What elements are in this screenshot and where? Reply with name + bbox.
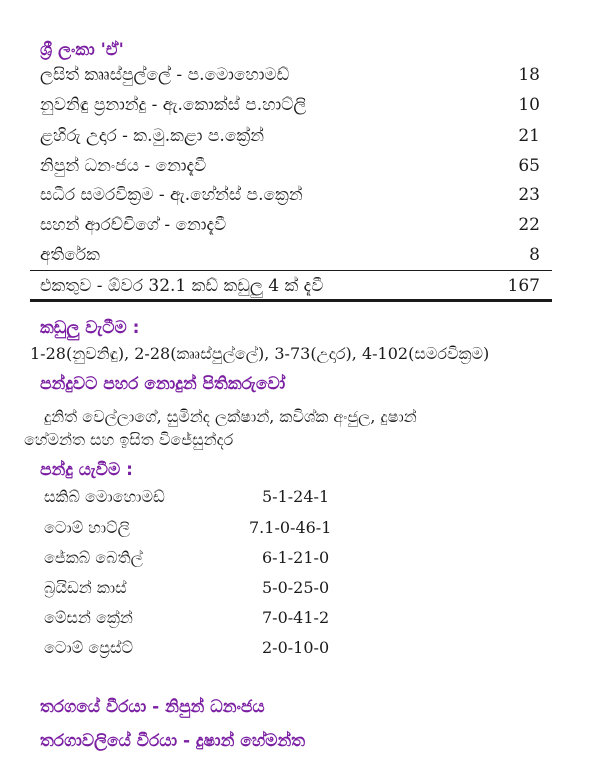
batsman-name: ළහිරු උදාර - ක.මු.කළා ප.ක්‍රේන් xyxy=(40,126,265,146)
fow-title: කඩුලු වැටීම : xyxy=(40,318,140,338)
fow-text: 1-28(නුවනිඳු), 2-28(කෲස්පුල්ලේ), 3-73(උදාර), 4-102(සමරවික්‍රම) xyxy=(30,344,490,363)
bowler-name: සකිබ් මොහොමඩ් xyxy=(44,487,165,506)
dnb-line-1: දුනිත් වෙල්ලාගේ, සුමින්ද ලක්ෂාන්, කවිශ්ක අංජුල, දුෂාන් xyxy=(44,407,417,426)
bowler-name: ටොම් ප්‍රෙස්ට් xyxy=(44,638,133,657)
batting-row xyxy=(40,65,540,89)
bowler-name: ජේකබ් බෙතිල් xyxy=(44,548,143,567)
divider xyxy=(30,270,552,271)
dnb-line-2: හේමන්ත සහ ඉසිත විජේසුන්දර xyxy=(24,430,234,449)
bowler-figures: 7-0-41-2 xyxy=(262,608,330,627)
batsman-runs: 21 xyxy=(518,126,540,146)
batsman-runs: 22 xyxy=(518,215,540,235)
bowler-figures: 5-0-25-0 xyxy=(262,578,330,597)
bowler-figures: 2-0-10-0 xyxy=(262,638,330,657)
batting-row xyxy=(40,95,540,119)
batsman-name: සධීර සමරවික්‍රම - ඇ.හේන්ස් ප.ක්‍රෙන් xyxy=(40,185,303,205)
extras-label: අතිරේක xyxy=(40,245,100,265)
bowler-name: බ්‍රයිඩන් කාස් xyxy=(44,578,127,597)
bowler-figures: 5-1-24-1 xyxy=(262,487,330,506)
batsman-runs: 10 xyxy=(518,95,540,115)
total-label: එකතුව - ඕවර 32.1 කඩ් කඩුලු 4 ක් දැවී xyxy=(40,276,324,296)
batsman-runs: 23 xyxy=(518,185,540,205)
batsman-name: ලසිත් කෲස්පුල්ලේ - ප.මොහොමඩ් xyxy=(40,65,290,85)
batsman-name: නිපුන් ධනංජය - නොදැවී xyxy=(40,156,207,176)
batting-row xyxy=(40,126,540,150)
man-of-the-match: තරගයේ වීරයා - නිපුන් ධනංජය xyxy=(40,697,265,717)
bowling-title: පන්දු යැවීම : xyxy=(40,460,133,480)
batting-row xyxy=(40,215,540,239)
bowler-figures: 6-1-21-0 xyxy=(262,548,330,567)
dnb-title: පන්දුවට පහර නොදුන් පිතිකරුවෝ xyxy=(40,374,286,394)
batsman-runs: 18 xyxy=(518,65,540,85)
batsman-name: නුවනිඳු ප්‍රනාන්දු - ඇ.කොක්ස් ප.හාට්ලි xyxy=(40,95,307,115)
bowler-name: මේසන් ක්‍රේන් xyxy=(44,608,133,627)
bowler-name: ටොම් හාට්ලි xyxy=(44,518,130,537)
bowler-figures: 7.1-0-46-1 xyxy=(249,518,332,537)
extras-runs: 8 xyxy=(529,245,540,265)
extras-row xyxy=(40,245,540,269)
batting-row xyxy=(40,185,540,209)
total-runs: 167 xyxy=(507,276,540,296)
innings-title: ශ්‍රී ලංකා 'ඒ' xyxy=(40,40,124,60)
batting-row xyxy=(40,156,540,180)
batsman-runs: 65 xyxy=(518,156,540,176)
total-row xyxy=(40,276,540,300)
batsman-name: සහන් ආරච්චිගේ - නොදැවී xyxy=(40,215,227,235)
man-of-the-series: තරගාවලියේ වීරයා - දුෂාන් හේමන්ත xyxy=(40,731,306,751)
divider-thick xyxy=(30,299,552,302)
